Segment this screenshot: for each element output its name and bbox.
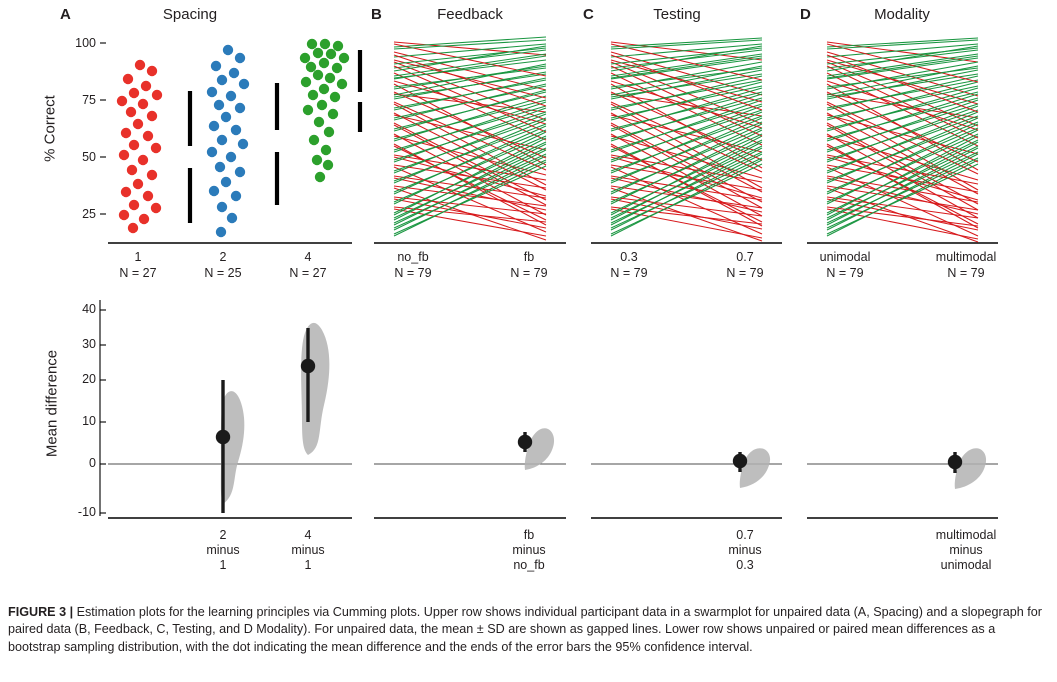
contrast-spacing-4-line2: minus xyxy=(291,543,325,557)
contrast-spacing-2-line1: 2 xyxy=(219,528,227,542)
swarm-spacing-2 xyxy=(207,45,249,237)
panel-title-feedback: Feedback xyxy=(437,6,503,23)
bootstrap-distribution xyxy=(955,448,986,489)
xtick-spacing-2: 2 xyxy=(219,250,227,264)
contrast-feedback-line3: no_fb xyxy=(513,558,545,572)
panel-letter-b: B xyxy=(371,6,382,23)
top-y-axis xyxy=(100,43,106,214)
effect-dot xyxy=(301,359,315,373)
contrast-modality-line1: multimodal xyxy=(935,528,997,542)
top-y-axis-label: % Correct xyxy=(41,95,59,162)
xtick-feedback-nofb-n: N = 79 xyxy=(394,266,432,280)
xtick-testing-07-n: N = 79 xyxy=(726,266,764,280)
xtick-spacing-1: 1 xyxy=(134,250,142,264)
top-tick-25: 25 xyxy=(82,207,96,221)
bootstrap-distribution xyxy=(301,323,329,455)
xtick-testing-07: 0.7 xyxy=(736,250,754,264)
top-tick-75: 75 xyxy=(82,93,96,107)
bootstrap-distribution xyxy=(740,448,770,488)
xtick-modality-multimodal-n: N = 79 xyxy=(947,266,985,280)
effect-modality xyxy=(948,448,986,489)
contrast-spacing-2-line2: minus xyxy=(206,543,240,557)
panel-letter-a: A xyxy=(60,6,71,23)
effect-dot xyxy=(733,454,747,468)
xtick-spacing-4: 4 xyxy=(304,250,312,264)
slopegraph-modality xyxy=(827,38,978,242)
xtick-modality-unimodal-n: N = 79 xyxy=(826,266,864,280)
contrast-testing-line1: 0.7 xyxy=(736,528,754,542)
xtick-spacing-4-n: N = 27 xyxy=(289,266,327,280)
xtick-modality-unimodal: unimodal xyxy=(819,250,871,264)
effect-dot xyxy=(518,435,532,449)
xtick-spacing-1-n: N = 27 xyxy=(119,266,157,280)
contrast-testing-line3: 0.3 xyxy=(736,558,754,572)
effect-testing xyxy=(733,448,770,488)
xtick-testing-03-n: N = 79 xyxy=(610,266,648,280)
effect-dot xyxy=(948,455,962,469)
bottom-tick-10: 10 xyxy=(82,414,96,428)
slopegraph-testing xyxy=(611,38,762,241)
contrast-feedback-line2: minus xyxy=(512,543,546,557)
top-tick-100: 100 xyxy=(75,36,96,50)
bottom-tick-neg10: -10 xyxy=(77,505,96,519)
contrast-modality-line3: unimodal xyxy=(940,558,992,572)
effect-dot xyxy=(216,430,230,444)
contrast-spacing-2-line3: 1 xyxy=(219,558,227,572)
panel-title-spacing: Spacing xyxy=(162,6,218,23)
figure-caption xyxy=(8,604,1048,656)
bottom-tick-0: 0 xyxy=(89,456,96,470)
bottom-tick-40: 40 xyxy=(82,302,96,316)
swarm-spacing-1 xyxy=(117,60,162,233)
swarm-spacing-4 xyxy=(300,39,349,182)
contrast-testing-line2: minus xyxy=(728,543,762,557)
panel-title-testing: Testing xyxy=(653,6,701,23)
caption-text: Estimation plots for the learning principles via Cumming plots. Upper row shows individual participant data in a swarmplot for unpaired data (A, Spacing) and a slopegraph for paired data (B, Feedback, C, Testing, and D Modality). For unpaired data, the mean ± SD are shown as gapped lines. Lower row shows unpaired or paired mean differences as a bootstrap sampling distribution, with the dot indicating the mean difference and the ends of the error bars the 95% confidence interval. xyxy=(8,605,1042,654)
xtick-testing-03: 0.3 xyxy=(620,250,638,264)
contrast-spacing-4-line3: 1 xyxy=(304,558,312,572)
slopegraph-feedback xyxy=(394,37,546,240)
top-tick-50: 50 xyxy=(82,150,96,164)
caption-label: FIGURE 3 | xyxy=(8,605,74,619)
xtick-feedback-fb: fb xyxy=(523,250,535,264)
bottom-tick-20: 20 xyxy=(82,372,96,386)
xtick-feedback-nofb: no_fb xyxy=(397,250,429,264)
panel-letter-d: D xyxy=(800,6,811,23)
contrast-modality-line2: minus xyxy=(949,543,983,557)
bottom-tick-30: 30 xyxy=(82,337,96,351)
xtick-feedback-fb-n: N = 79 xyxy=(510,266,548,280)
effect-spacing-4-minus-1 xyxy=(301,323,330,455)
panel-title-modality: Modality xyxy=(874,6,930,23)
contrast-spacing-4-line1: 4 xyxy=(304,528,312,542)
bottom-y-axis xyxy=(100,300,106,516)
bottom-y-axis-label: Mean difference xyxy=(43,349,61,458)
panel-letter-c: C xyxy=(583,6,594,23)
xtick-modality-multimodal: multimodal xyxy=(935,250,997,264)
xtick-spacing-2-n: N = 25 xyxy=(204,266,242,280)
effect-spacing-2-minus-1 xyxy=(216,380,245,513)
contrast-feedback-line1: fb xyxy=(523,528,535,542)
